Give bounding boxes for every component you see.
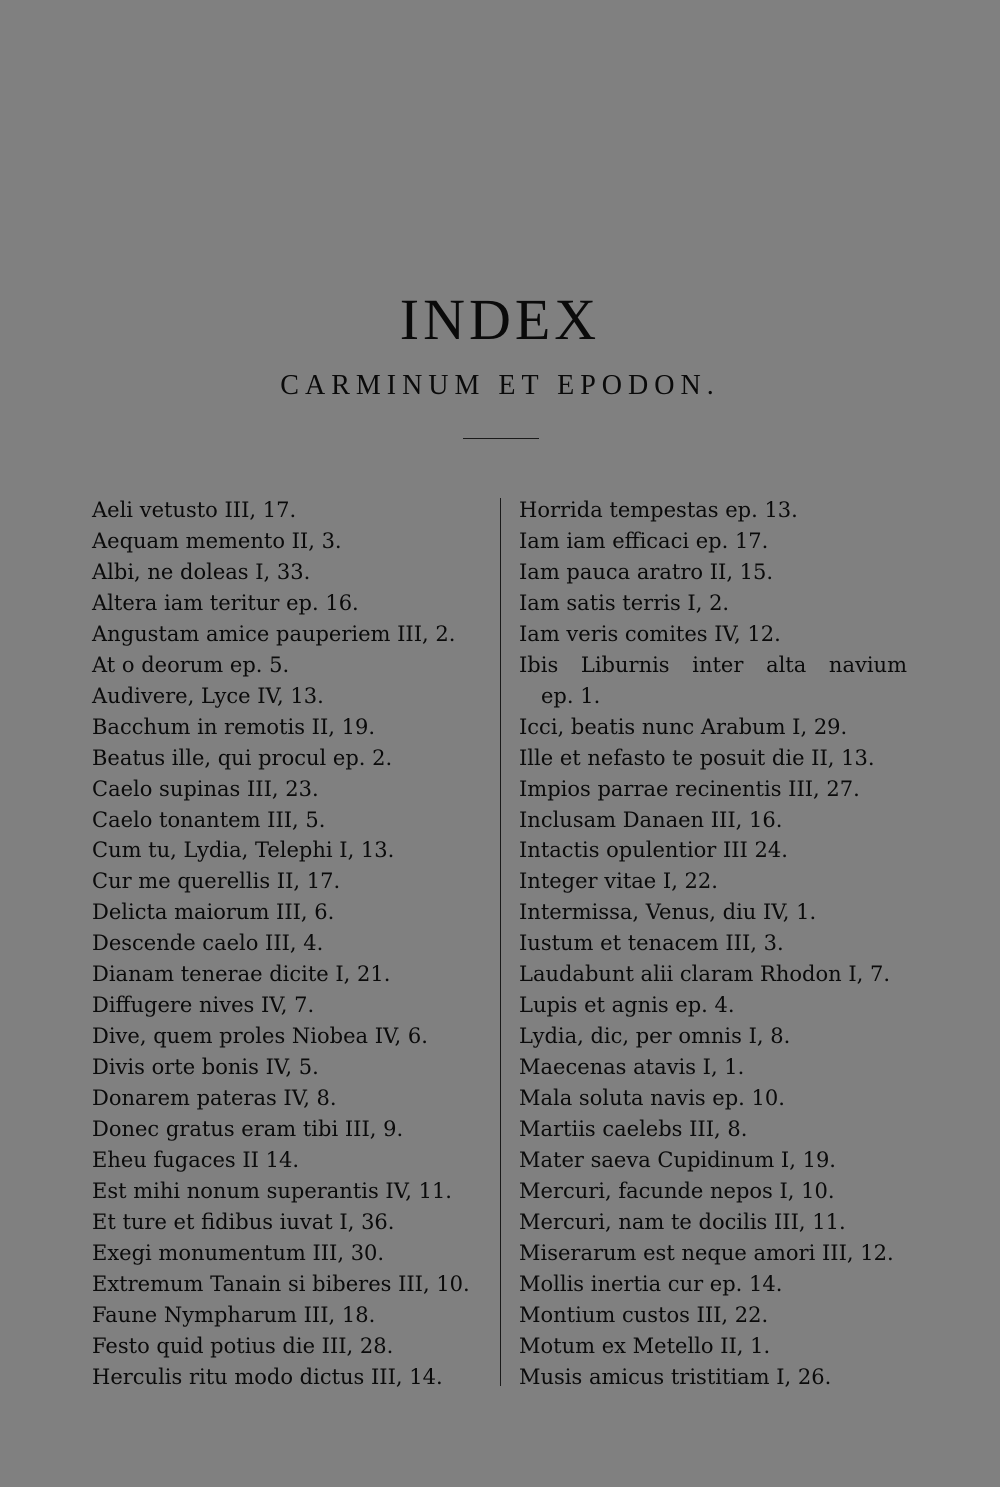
- index-entry: Iam satis terris I, 2.: [519, 590, 730, 615]
- index-entry: Bacchum in remotis II, 19.: [92, 714, 375, 739]
- index-entry: Donec gratus eram tibi III, 9.: [92, 1117, 404, 1142]
- index-entry: Cur me querellis II, 17.: [92, 869, 341, 894]
- index-entry: Aequam memento II, 3.: [92, 528, 342, 553]
- index-entry: Icci, beatis nunc Arabum I, 29.: [519, 714, 848, 739]
- index-entry: Mercuri, nam te docilis III, 11.: [519, 1209, 846, 1234]
- index-entry: Iustum et tenacem III, 3.: [519, 931, 784, 956]
- index-entry: Delicta maiorum III, 6.: [92, 900, 335, 925]
- index-entry: Musis amicus tristitiam I, 26.: [519, 1364, 832, 1389]
- index-entry: At o deorum ep. 5.: [92, 652, 290, 677]
- index-entry-line2: ep. 1.: [541, 683, 601, 708]
- index-entry: Donarem pateras IV, 8.: [92, 1086, 337, 1111]
- index-entry: Angustam amice pauperiem III, 2.: [92, 621, 456, 646]
- index-entry: Et ture et fidibus iuvat I, 36.: [92, 1209, 395, 1234]
- index-entry: Beatus ille, qui procul ep. 2.: [92, 745, 393, 770]
- index-entry: Iam veris comites IV, 12.: [519, 621, 781, 646]
- index-entry: Descende caelo III, 4.: [92, 931, 324, 956]
- page-subtitle: CARMINUM ET EPODON.: [280, 370, 720, 401]
- index-entry: Mollis inertia cur ep. 14.: [519, 1271, 783, 1296]
- page-title: INDEX: [399, 287, 601, 352]
- index-entry: Exegi monumentum III, 30.: [92, 1240, 385, 1265]
- index-column-right: [519, 495, 919, 1393]
- index-entry: Laudabunt alii claram Rhodon I, 7.: [519, 962, 890, 987]
- index-entry: Caelo tonantem III, 5.: [92, 807, 326, 832]
- index-entry: Intactis opulentior III 24.: [519, 838, 788, 863]
- index-entry: Martiis caelebs III, 8.: [519, 1117, 748, 1142]
- title-rule: [463, 438, 539, 439]
- index-entry: Maecenas atavis I, 1.: [519, 1055, 745, 1080]
- index-entry: Herculis ritu modo dictus III, 14.: [92, 1364, 443, 1389]
- index-entry: Iam iam efficaci ep. 17.: [519, 528, 769, 553]
- index-entry: Est mihi nonum superantis IV, 11.: [92, 1178, 452, 1203]
- index-entry: Intermissa, Venus, diu IV, 1.: [519, 900, 817, 925]
- index-entry: Extremum Tanain si biberes III, 10.: [92, 1271, 470, 1296]
- index-entry: Mater saeva Cupidinum I, 19.: [519, 1148, 836, 1173]
- index-entry: Cum tu, Lydia, Telephi I, 13.: [92, 838, 395, 863]
- index-entry: Eheu fugaces II 14.: [92, 1148, 300, 1173]
- index-entry: Dive, quem proles Niobea IV, 6.: [92, 1024, 428, 1049]
- index-entry: Montium custos III, 22.: [519, 1302, 769, 1327]
- index-entry: Horrida tempestas ep. 13.: [519, 498, 798, 522]
- index-entry: Inclusam Danaen III, 16.: [519, 807, 783, 832]
- index-entry: Diffugere nives IV, 7.: [92, 993, 315, 1018]
- index-entry-wrapped: [519, 650, 919, 712]
- index-entry: Festo quid potius die III, 28.: [92, 1333, 394, 1358]
- index-entry: Iam pauca aratro II, 15.: [519, 559, 774, 584]
- index-entry: Lupis et agnis ep. 4.: [519, 993, 735, 1018]
- index-entry: Motum ex Metello II, 1.: [519, 1333, 771, 1358]
- index-entry: Lydia, dic, per omnis I, 8.: [519, 1024, 791, 1049]
- index-entry: Miserarum est neque amori III, 12.: [519, 1240, 894, 1265]
- index-entry: Mercuri, facunde nepos I, 10.: [519, 1178, 835, 1203]
- index-entry: Faune Nympharum III, 18.: [92, 1302, 376, 1327]
- index-entry: Altera iam teritur ep. 16.: [92, 590, 359, 615]
- index-column-left: [92, 495, 490, 1393]
- index-entry: Ille et nefasto te posuit die II, 13.: [519, 745, 875, 770]
- index-entry: Aeli vetusto III, 17.: [92, 498, 297, 522]
- index-entry: Audivere, Lyce IV, 13.: [92, 683, 324, 708]
- index-entry: Dianam tenerae dicite I, 21.: [92, 962, 391, 987]
- index-entry: Caelo supinas III, 23.: [92, 776, 319, 801]
- index-entry: Divis orte bonis IV, 5.: [92, 1055, 319, 1080]
- column-divider: [500, 498, 501, 1386]
- index-entry: Impios parrae recinentis III, 27.: [519, 776, 860, 801]
- index-entry: Integer vitae I, 22.: [519, 869, 718, 894]
- index-entry-line1: Ibis Liburnis inter alta navium: [519, 652, 907, 677]
- index-entry: Albi, ne doleas I, 33.: [92, 559, 311, 584]
- index-entry: Mala soluta navis ep. 10.: [519, 1086, 785, 1111]
